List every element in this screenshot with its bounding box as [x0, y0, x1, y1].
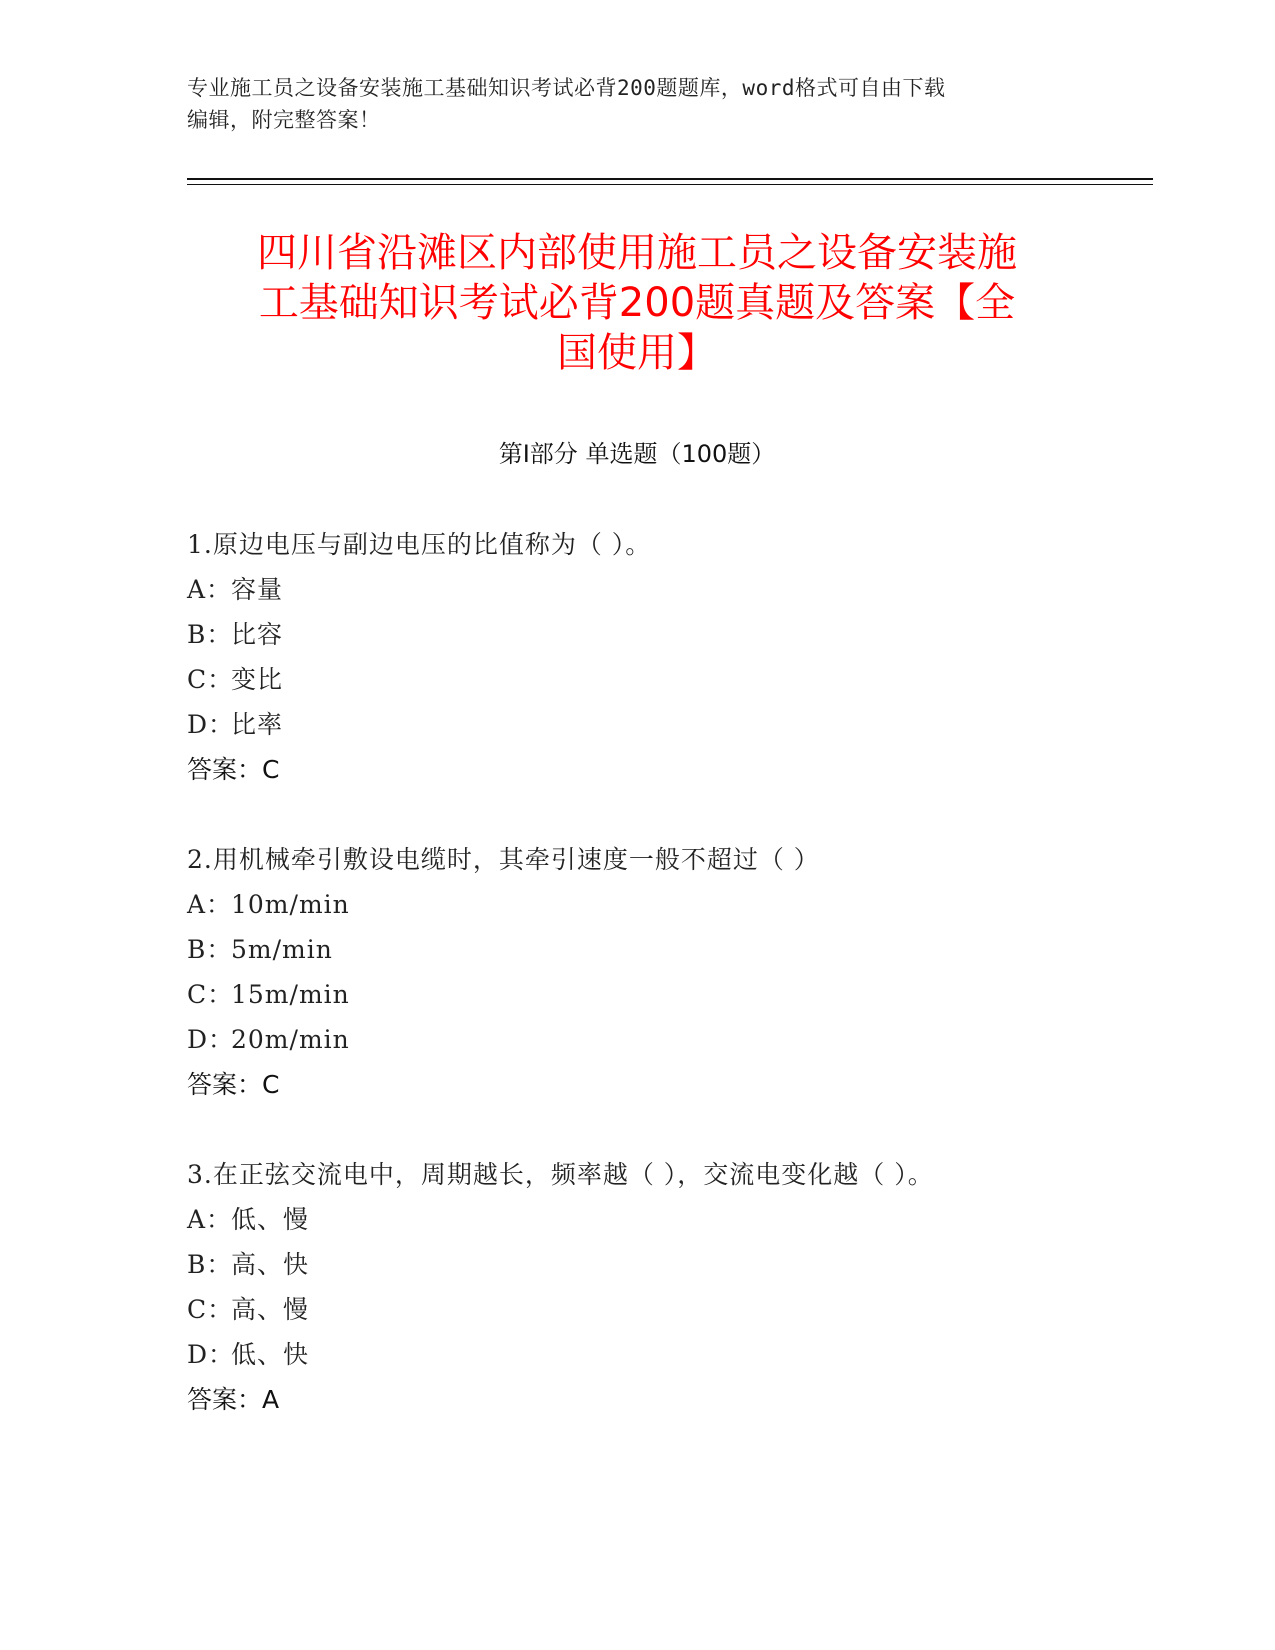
question-option-b	[187, 1250, 1153, 1295]
question-option-b	[187, 620, 1153, 665]
question-option-a	[187, 575, 1153, 620]
question-answer: 答案：C	[187, 1070, 280, 1099]
question-answer: 答案：C	[187, 755, 280, 784]
question-option-a	[187, 890, 1153, 935]
option-letter: A：	[187, 575, 233, 604]
option-text: 比容	[231, 620, 284, 649]
question-2	[187, 845, 1153, 1115]
question-stem: 3.在正弦交流电中，周期越长，频率越（ ），交流电变化越（ ）。	[187, 1160, 934, 1189]
option-text: 比率	[231, 710, 284, 739]
question-option-d	[187, 1025, 1153, 1070]
question-stem: 2.用机械牵引敷设电缆时，其牵引速度一般不超过（ ）	[187, 845, 820, 874]
option-letter: A：	[187, 1205, 233, 1234]
question-option-c	[187, 980, 1153, 1025]
option-text: 15m/min	[231, 980, 350, 1009]
option-letter: D：	[187, 710, 235, 739]
option-letter: D：	[187, 1025, 235, 1054]
question-option-c	[187, 665, 1153, 710]
option-letter: C：	[187, 980, 234, 1009]
option-letter: B：	[187, 620, 233, 649]
question-option-b	[187, 935, 1153, 980]
header-divider-thin	[187, 184, 1153, 185]
option-letter: B：	[187, 935, 233, 964]
question-3	[187, 1160, 1153, 1430]
document-title-line2: 工基础知识考试必背200题真题及答案【全	[258, 280, 1016, 326]
header-note	[187, 72, 1087, 136]
header-divider-thick	[187, 178, 1153, 180]
header-note-line2: 编辑，附完整答案！	[187, 108, 381, 132]
option-letter: D：	[187, 1340, 235, 1369]
option-text: 低、快	[231, 1340, 310, 1369]
question-answer: 答案：A	[187, 1385, 280, 1414]
option-text: 容量	[231, 575, 284, 604]
option-text: 高、慢	[231, 1295, 310, 1324]
option-text: 高、快	[231, 1250, 310, 1279]
section-heading: 第Ⅰ部分 单选题（100题）	[498, 440, 776, 468]
question-option-c	[187, 1295, 1153, 1340]
option-text: 20m/min	[231, 1025, 350, 1054]
option-text: 10m/min	[231, 890, 350, 919]
question-stem: 1.原边电压与副边电压的比值称为（ ）。	[187, 530, 652, 559]
option-letter: C：	[187, 1295, 234, 1324]
question-option-d	[187, 1340, 1153, 1385]
question-option-a	[187, 1205, 1153, 1250]
option-text: 低、慢	[231, 1205, 310, 1234]
document-title	[187, 228, 1087, 378]
document-title-line1: 四川省沿滩区内部使用施工员之设备安装施	[257, 230, 1017, 276]
option-text: 变比	[231, 665, 284, 694]
question-1	[187, 530, 1153, 800]
option-letter: A：	[187, 890, 233, 919]
option-text: 5m/min	[231, 935, 333, 964]
option-letter: B：	[187, 1250, 233, 1279]
document-title-line3: 国使用】	[557, 330, 717, 376]
option-letter: C：	[187, 665, 234, 694]
question-option-d	[187, 710, 1153, 755]
header-note-line1: 专业施工员之设备安装施工基础知识考试必背200题题库，word格式可自由下载	[187, 76, 946, 100]
